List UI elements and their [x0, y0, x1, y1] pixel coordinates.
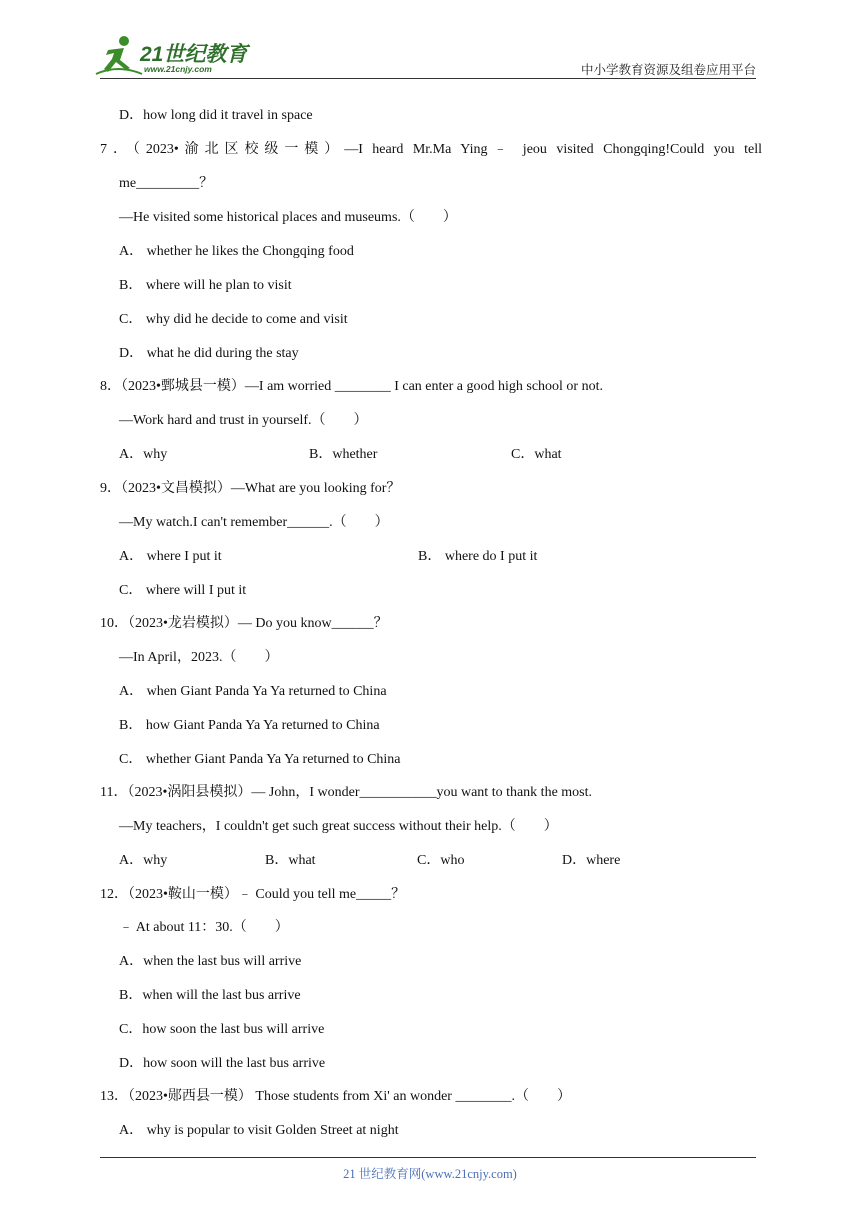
q13-stem: 13．（2023•郧西县一模） Those students from Xi' an wonder ________.（ ）: [100, 1089, 571, 1104]
q11-reply: —My teachers，I couldn't get such great success without their help.（ ）: [119, 819, 558, 834]
q8-option-c: C．what: [511, 447, 562, 462]
q11-option-a: A．why: [119, 853, 168, 868]
q9-option-b: B． where do I put it: [418, 549, 538, 564]
q12-option-a: A．when the last bus will arrive: [119, 954, 302, 969]
q9-option-c: C． where will I put it: [119, 583, 247, 598]
site-logo: [94, 34, 264, 78]
q7-option-d: D． what he did during the stay: [119, 346, 299, 361]
q12-stem: 12．（2023•鞍山一模）﹣ Could you tell me_____？: [100, 887, 406, 902]
q8-reply: —Work hard and trust in yourself.（ ）: [119, 413, 368, 428]
q10-reply: —In April，2023.（ ）: [119, 650, 279, 665]
q7-option-c: C． why did he decide to come and visit: [119, 312, 348, 327]
q11-option-b: B．what: [265, 853, 316, 868]
q8-option-a: A．why: [119, 447, 168, 462]
q10-option-b: B． how Giant Panda Ya Ya returned to China: [119, 718, 380, 733]
q12-reply: ﹣ At about 11：30.（ ）: [119, 920, 289, 935]
q9-reply: —My watch.I can't remember______.（ ）: [119, 515, 389, 530]
q12-option-b: B．when will the last bus arrive: [119, 988, 301, 1003]
q9-option-a: A． where I put it: [119, 549, 222, 564]
site-title: 中小学教育资源及组卷应用平台: [580, 62, 756, 77]
footer-divider: [100, 1157, 756, 1158]
q10-option-a: A． when Giant Panda Ya Ya returned to China: [119, 684, 387, 699]
q9-stem: 9．（2023•文昌模拟）—What are you looking for？: [100, 481, 401, 496]
q13-option-a: A． why is popular to visit Golden Street at night: [119, 1123, 399, 1138]
runner-logo-icon: [94, 34, 144, 78]
q12-option-c: C．how soon the last bus will arrive: [119, 1022, 325, 1037]
q6-option-d: D．how long did it travel in space: [119, 108, 313, 123]
q8-option-b: B．whether: [309, 447, 378, 462]
q7-stem: 7．（2023•渝北区校级一模）—I heard Mr.Ma Ying﹣ jeou visited Chongqing!Could you tell: [100, 142, 762, 157]
q7-option-a: A． whether he likes the Chongqing food: [119, 244, 354, 259]
logo-text: 21世纪教育: [140, 43, 248, 66]
q11-option-d: D．where: [562, 853, 621, 868]
q11-stem: 11．（2023•涡阳县模拟）— John，I wonder___________you want to thank the most.: [100, 785, 593, 800]
logo-url: www.21cnjy.com: [144, 64, 212, 74]
q10-stem: 10．（2023•龙岩模拟）— Do you know______？: [100, 616, 388, 631]
q11-option-c: C．who: [417, 853, 465, 868]
q7-stem-cont: me_________？: [119, 176, 214, 191]
q10-option-c: C． whether Giant Panda Ya Ya returned to China: [119, 752, 401, 767]
footer-text: 21 世纪教育网(www.21cnjy.com): [343, 1167, 517, 1181]
header-divider: [100, 78, 756, 79]
q8-stem: 8．（2023•鄄城县一模）—I am worried ________ I can enter a good high school or not.: [100, 379, 603, 394]
q12-option-d: D．how soon will the last bus arrive: [119, 1056, 326, 1071]
q7-reply: —He visited some historical places and museums.（ ）: [119, 210, 457, 225]
q7-option-b: B． where will he plan to visit: [119, 278, 292, 293]
